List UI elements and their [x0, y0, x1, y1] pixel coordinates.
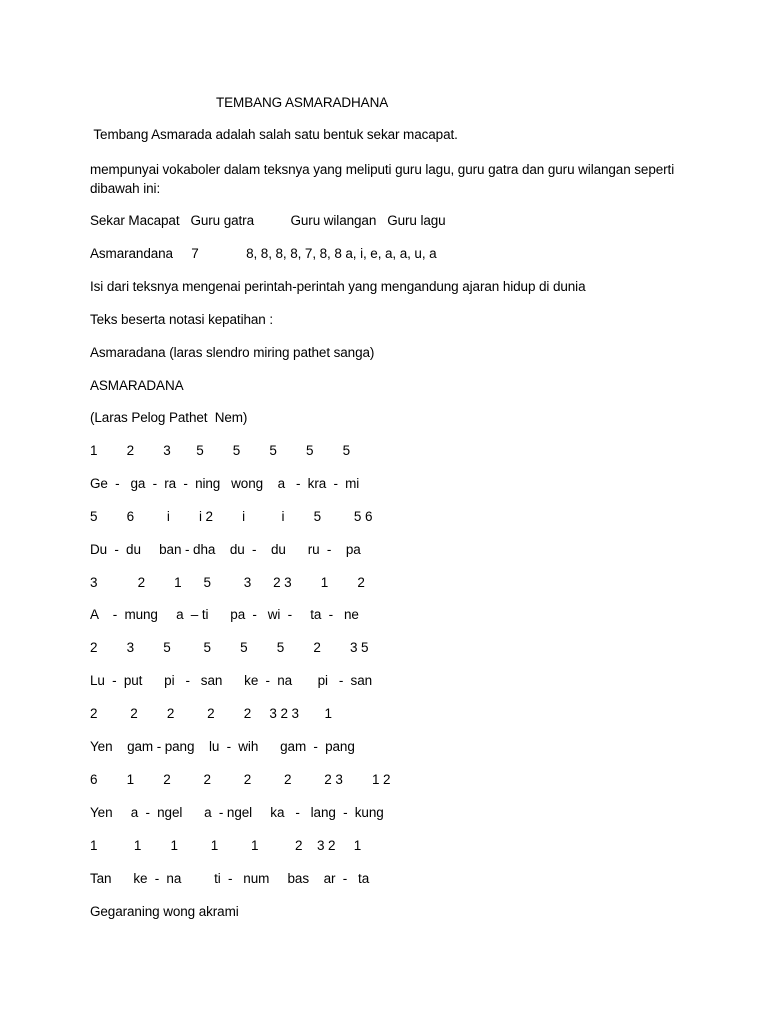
section-title: ASMARADANA — [90, 378, 184, 393]
lyric-line-6: Yen a - ngel a - ngel ka - lang - kung — [90, 805, 384, 820]
paragraph-line-1: mempunyai vokaboler dalam teksnya yang meliputi guru lagu, guru gatra dan guru wilangan seperti — [90, 162, 675, 177]
notation-line-6: 6 1 2 2 2 2 2 3 1 2 — [90, 772, 391, 787]
lyric-line-2: Du - du ban - dha du - du ru - pa — [90, 542, 361, 557]
lyric-line-1: Ge - ga - ra - ning wong a - kra - mi — [90, 476, 360, 491]
intro-sentence: Tembang Asmarada adalah salah satu bentuk sekar macapat. — [90, 127, 458, 142]
lyric-line-7: Tan ke - na ti - num bas ar - ta — [90, 871, 370, 886]
lyric-line-5: Yen gam - pang lu - wih gam - pang — [90, 739, 355, 754]
notation-line-5: 2 2 2 2 2 3 2 3 1 — [90, 706, 332, 721]
lyric-line-4: Lu - put pi - san ke - na pi - san — [90, 673, 373, 688]
laras-slendro-heading: Asmaradana (laras slendro miring pathet sanga) — [90, 345, 375, 360]
notation-line-3: 3 2 1 5 3 2 3 1 2 — [90, 575, 365, 590]
notation-line-1: 1 2 3 5 5 5 5 5 — [90, 443, 351, 458]
content-description: Isi dari teksnya mengenai perintah-perintah yang mengandung ajaran hidup di dunia — [90, 279, 586, 294]
notation-intro: Teks beserta notasi kepatihan : — [90, 312, 274, 327]
document-title: TEMBANG ASMARADHANA — [216, 95, 389, 110]
laras-pelog-heading: (Laras Pelog Pathet Nem) — [90, 410, 248, 425]
notation-line-4: 2 3 5 5 5 5 2 3 5 — [90, 640, 369, 655]
notation-line-2: 5 6 i i 2 i i 5 5 6 — [90, 509, 373, 524]
table-row: Asmarandana 7 8, 8, 8, 8, 7, 8, 8 a, i, e, a, a, u, a — [90, 246, 437, 261]
table-header: Sekar Macapat Guru gatra Guru wilangan Guru lagu — [90, 213, 446, 228]
closing-line: Gegaraning wong akrami — [90, 904, 239, 919]
lyric-line-3: A - mung a – ti pa - wi - ta - ne — [90, 607, 359, 622]
paragraph-line-2: dibawah ini: — [90, 181, 161, 196]
notation-line-7: 1 1 1 1 1 2 3 2 1 — [90, 838, 362, 853]
